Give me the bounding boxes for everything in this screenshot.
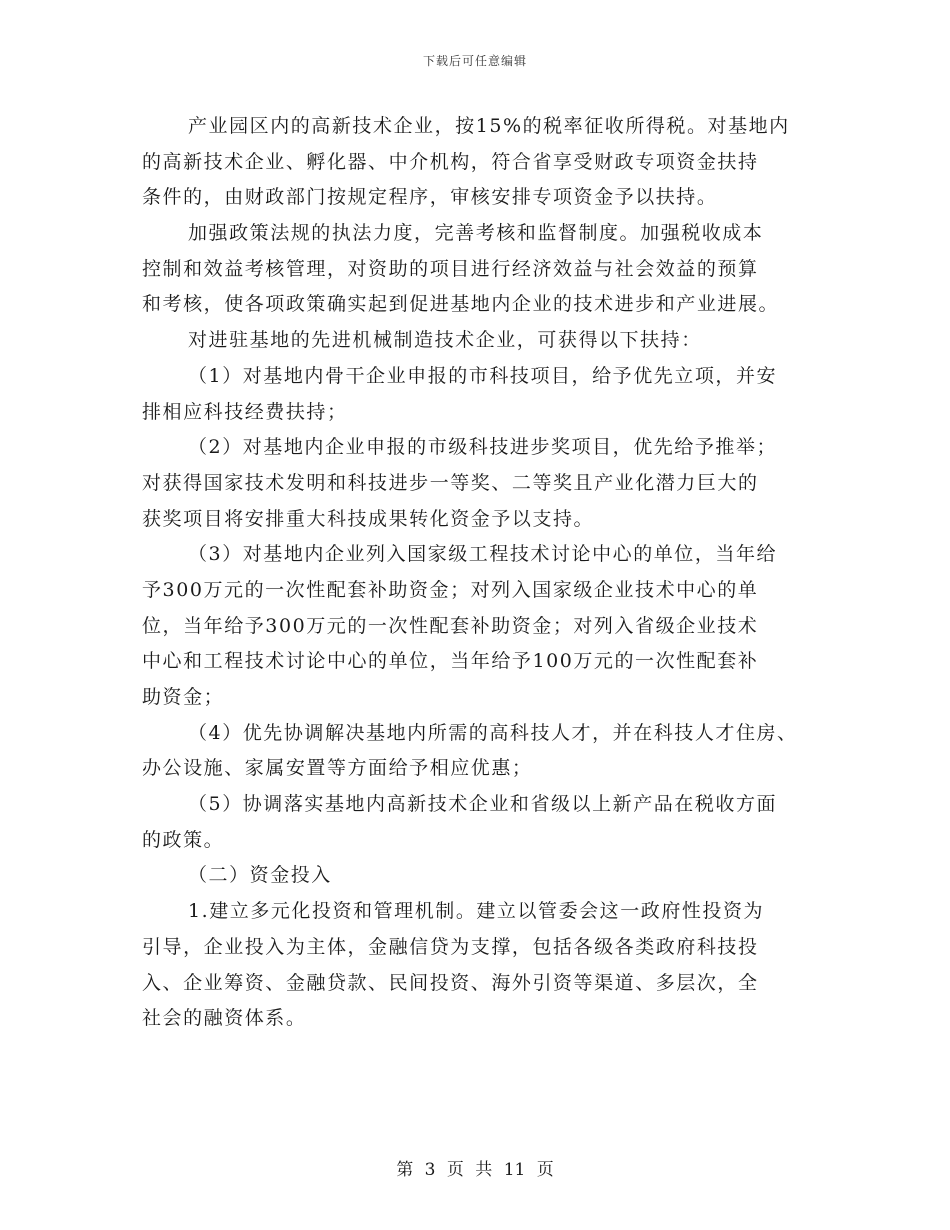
- text-line: 社会的融资体系。: [142, 1007, 307, 1030]
- text-line: 产业园区内的高新技术企业，按15%的税率征收所得税。对基地内: [188, 115, 790, 137]
- text-line: 获奖项目将安排重大科技成果转化资金予以支持。: [142, 507, 595, 530]
- text-line: （2）对基地内企业申报的市级科技进步奖项目，优先给予推举；: [188, 436, 778, 459]
- text-line: （二）资金投入: [188, 864, 332, 887]
- text-line: （4）优先协调解决基地内所需的高科技人才，并在科技人才住房、: [188, 721, 798, 744]
- text-line: （1）对基地内骨干企业申报的市科技项目，给予优先立项，并安: [188, 364, 778, 387]
- text-line: 位，当年给予300万元的一次性配套补助资金；对列入省级企业技术: [142, 614, 759, 637]
- text-line: 控制和效益考核管理，对资助的项目进行经济效益与社会效益的预算: [142, 257, 759, 280]
- text-line: 加强政策法规的执法力度，完善考核和监督制度。加强税收成本: [188, 222, 764, 245]
- text-line: 入、企业筹资、金融贷款、民间投资、海外引资等渠道、多层次，全: [142, 971, 759, 994]
- text-line: 对进驻基地的先进机械制造技术企业，可获得以下扶持：: [188, 329, 702, 352]
- text-line: 办公设施、家属安置等方面给予相应优惠；: [142, 757, 533, 780]
- text-line: 的高新技术企业、孵化器、中介机构，符合省享受财政专项资金扶持: [142, 150, 759, 173]
- text-line: 1.建立多元化投资和管理机制。建立以管委会这一政府性投资为: [188, 900, 765, 923]
- page-header: 下载后可任意编辑: [422, 54, 527, 68]
- page-number-footer: 第 3 页 共 11 页: [396, 1160, 554, 1180]
- text-line: 排相应科技经费扶持；: [142, 400, 348, 423]
- text-line: 和考核，使各项政策确实起到促进基地内企业的技术进步和产业进展。: [142, 293, 780, 316]
- text-line: （5）协调落实基地内高新技术企业和省级以上新产品在税收方面: [188, 793, 778, 816]
- text-line: 助资金；: [142, 686, 225, 708]
- text-line: 予300万元的一次性配套补助资金；对列入国家级企业技术中心的单: [142, 578, 759, 601]
- text-line: 的政策。: [142, 828, 225, 851]
- text-line: 引导，企业投入为主体，金融信贷为支撑，包括各级各类政府科技投: [142, 935, 759, 958]
- text-line: 中心和工程技术讨论中心的单位，当年给予100万元的一次性配套补: [142, 650, 759, 673]
- text-line: 条件的，由财政部门按规定程序，审核安排专项资金予以扶持。: [142, 186, 718, 209]
- document-body: [142, 109, 822, 1037]
- text-line: 对获得国家技术发明和科技进步一等奖、二等奖且产业化潜力巨大的: [142, 471, 759, 494]
- text-line: （3）对基地内企业列入国家级工程技术讨论中心的单位，当年给: [188, 543, 778, 566]
